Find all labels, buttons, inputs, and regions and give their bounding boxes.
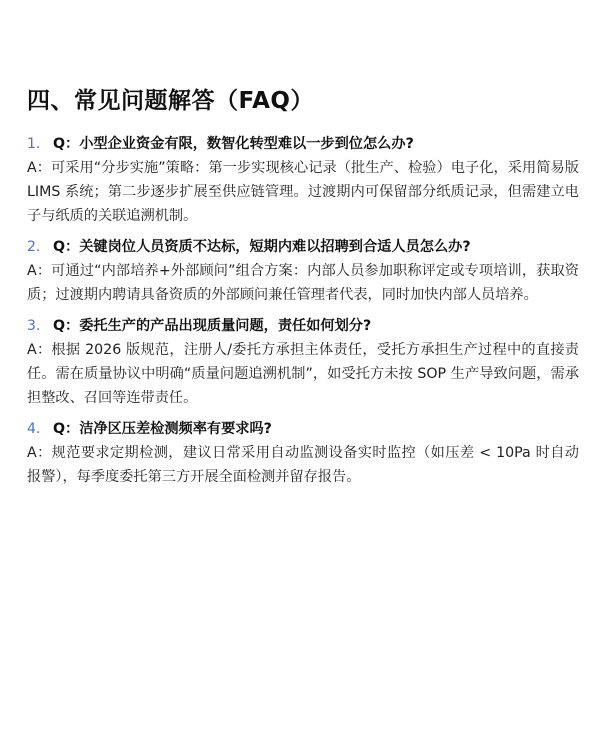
faq-question-row: [27, 235, 579, 259]
section-heading: 四、常见问题解答（FAQ）: [27, 88, 314, 114]
faq-answer: A：根据 2026 版规范，注册人/委托方承担主体责任，受托方承担生产过程中的直接责任。需在质量协议中明确“质量问题追溯机制”，如受托方未按 SOP 生产导致问题，需承担整改、召回等连带责任。: [27, 342, 579, 406]
faq-number: 3.: [27, 318, 41, 334]
faq-answer: A：可通过“内部培养+外部顾问”组合方案：内部人员参加职称评定或专项培训，获取资质；过渡期内聘请具备资质的外部顾问兼任管理者代表，同时加快内部人员培养。: [27, 263, 579, 303]
faq-question: Q：关键岗位人员资质不达标，短期内难以招聘到合适人员怎么办?: [53, 239, 471, 255]
faq-item-4: [27, 417, 579, 489]
faq-item-1: [27, 132, 579, 228]
faq-question: Q：小型企业资金有限，数智化转型难以一步到位怎么办?: [53, 136, 414, 152]
faq-question: Q：委托生产的产品出现质量问题，责任如何划分?: [53, 318, 372, 334]
faq-answer: A：规范要求定期检测，建议日常采用自动监测设备实时监控（如压差 < 10Pa 时自动报警），每季度委托第三方开展全面检测并留存报告。: [27, 445, 579, 485]
faq-section: [27, 84, 579, 496]
faq-question-row: [27, 132, 579, 156]
faq-question-row: [27, 417, 579, 441]
faq-answer: A：可采用“分步实施”策略：第一步实现核心记录（批生产、检验）电子化，采用简易版 LIMS 系统；第二步逐步扩展至供应链管理。过渡期内可保留部分纸质记录，但需建立电子与纸质的关联追溯机制。: [27, 160, 579, 224]
faq-item-2: [27, 235, 579, 307]
faq-number: 4.: [27, 421, 41, 437]
faq-item-3: [27, 314, 579, 410]
faq-number: 1.: [27, 136, 41, 152]
faq-number: 2.: [27, 239, 41, 255]
faq-question-row: [27, 314, 579, 338]
faq-question: Q：洁净区压差检测频率有要求吗?: [53, 421, 272, 437]
